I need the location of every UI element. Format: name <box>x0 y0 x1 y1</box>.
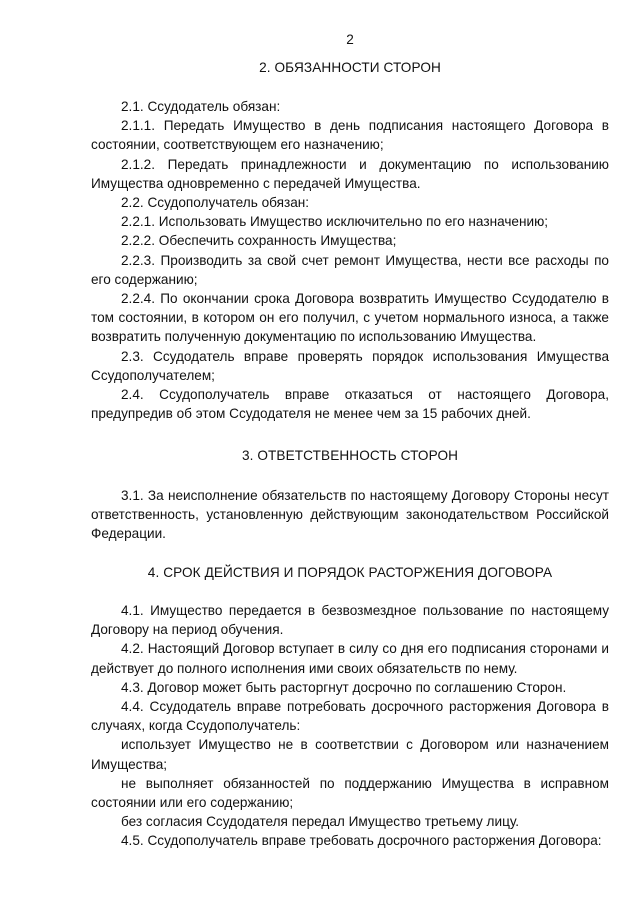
clause-4-3: 4.3. Договор может быть расторгнут досрочно по соглашению Сторон. <box>121 679 567 695</box>
clause-2-2-4: 2.2.4. По окончании срока Договора возвратить Имущество Ссудодателю в том состоянии, в котором он его получил, с учетом нормального износа, а также возвратить полученную документацию по использованию Имущества. <box>91 291 609 345</box>
clause-2-1: 2.1. Ссудодатель обязан: <box>121 99 281 114</box>
clause-2-2-2: 2.2.2. Обеспечить сохранность Имущества; <box>121 233 397 249</box>
section-2-body <box>91 97 609 423</box>
section-4-body <box>91 601 609 851</box>
clause-4-4-item-3: без согласия Ссудодателя передал Имущество третьему лицу. <box>121 814 520 830</box>
page-number: 2 <box>346 32 354 47</box>
section-3-title: 3. ОТВЕТСТВЕННОСТЬ СТОРОН <box>241 448 459 463</box>
section-4-title: 4. СРОК ДЕЙСТВИЯ И ПОРЯДОК РАСТОРЖЕНИЯ ДОГОВОРА <box>147 565 553 580</box>
clause-2-4: 2.4. Ссудополучатель вправе отказаться от настоящего Договора, предупредив об этом Ссудодателя не менее чем за 15 рабочих дней. <box>91 387 609 422</box>
clause-2-1-2: 2.1.2. Передать принадлежности и документацию по использованию Имущества одновременно с передачей Имущества. <box>91 156 609 191</box>
clause-4-4-item-1: использует Имущество не в соответствии с Договором или назначением Имущества; <box>91 737 609 772</box>
clause-2-2: 2.2. Ссудополучатель обязан: <box>121 195 310 211</box>
clause-4-5: 4.5. Ссудополучатель вправе требовать досрочного расторжения Договора: <box>121 833 602 849</box>
clause-4-4: 4.4. Ссудодатель вправе потребовать досрочного расторжения Договора в случаях, когда Ссудополучатель: <box>91 699 609 734</box>
clause-4-1: 4.1. Имущество передается в безвозмездное пользование по настоящему Договору на период обучения. <box>91 603 609 638</box>
clause-4-2: 4.2. Настоящий Договор вступает в силу со дня его подписания сторонами и действует до полного исполнения ими своих обязательств по нему. <box>91 641 609 676</box>
clause-4-4-item-2: не выполняет обязанностей по поддержанию Имущества в исправном состоянии или его содержанию; <box>91 775 609 811</box>
clause-2-1-1: 2.1.1. Передать Имущество в день подписания настоящего Договора в состоянии, соответствующем его назначению; <box>91 118 609 153</box>
clause-2-2-1: 2.2.1. Использовать Имущество исключительно по его назначению; <box>121 214 549 230</box>
clause-3-1: 3.1. За неисполнение обязательств по настоящему Договору Стороны несут ответственность, установленную действующим законодательством Российской Федерации. <box>91 488 609 542</box>
clause-2-3: 2.3. Ссудодатель вправе проверять порядок использования Имущества Ссудополучателем; <box>91 348 609 383</box>
section-2-title: 2. ОБЯЗАННОСТИ СТОРОН <box>259 60 441 75</box>
section-3-body <box>91 486 609 544</box>
clause-2-2-3: 2.2.3. Производить за свой счет ремонт Имущества, нести все расходы по его содержанию; <box>91 252 609 287</box>
